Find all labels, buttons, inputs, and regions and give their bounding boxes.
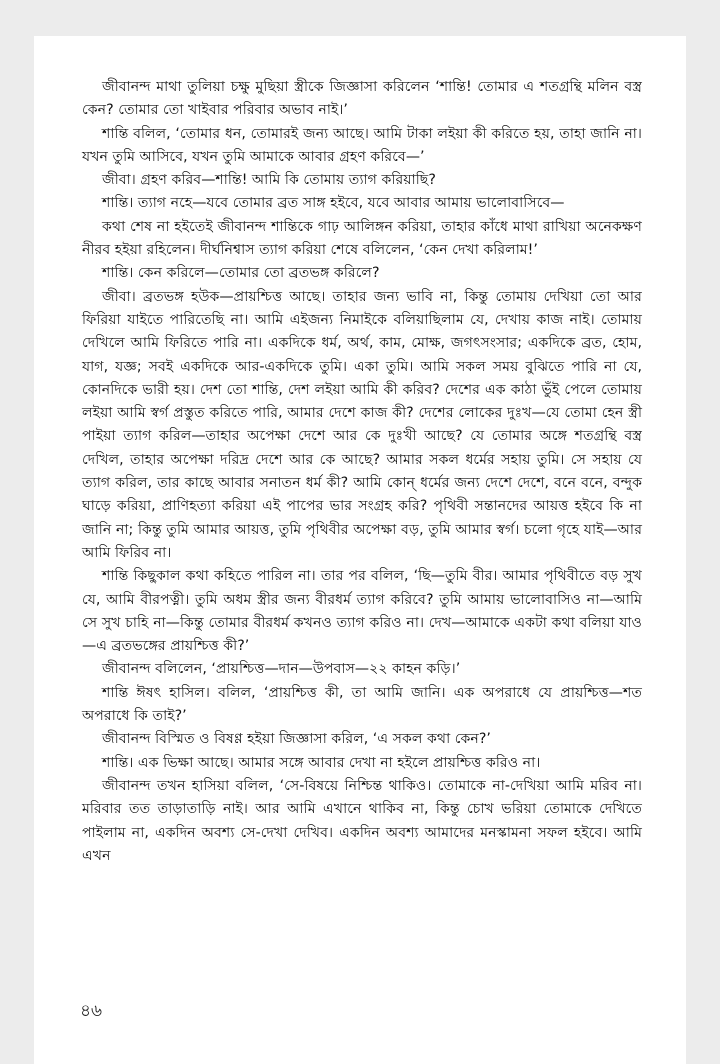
paragraph: জীবা। ব্রতভঙ্গ হউক—প্রায়শ্চিত্ত আছে। তাহার জন্য ভাবি না, কিন্তু তোমায় দেখিয়া তো আর ফিরিয়া যাইতে পারিতেছি না। আমি এইজন্য নিমাইকে বলিয়াছিলাম যে, দেখায় কাজ নাই। তোমায় দেখিলে আমি ফিরিতে পারি না। একদিকে ধর্ম, অর্থ, কাম, মোক্ষ, জগৎসংসার; একদিকে ব্রত, হোম, যাগ, যজ্ঞ; সবই একদিকে আর-একদিকে তুমি। একা তুমি। আমি সকল সময় বুঝিতে পারি না যে, কোনদিকে ভারী হয়। দেশ তো শান্তি, দেশ লইয়া আমি কী করিব? দেশের এক কাঠা ভুঁই পেলে তোমায় লইয়া আমি স্বর্গ প্রস্তুত করিতে পারি, আমার দেশে কাজ কী? দেশের লোকের দুঃখ—যে তোমা হেন স্ত্রী পাইয়া ত্যাগ করিল—তাহার অপেক্ষা দেশে আর কে দুঃখী আছে? যে তোমার অঙ্গে শতগ্রন্থি বস্ত্র দেখিল, তাহার অপেক্ষা দরিদ্র দেশে আর কে আছে? আমার সকল ধর্মের সহায় তুমি। সে সহায় যে ত্যাগ করিল, তার কাছে আবার সনাতন ধর্ম কী? আমি কোন্ ধর্মের জন্য দেশে দেশে, বনে বনে, বন্দুক ঘাড়ে করিয়া, প্রাণিহত্যা করিয়া এই পাপের ভার সংগ্রহ করি? পৃথিবী সন্তানদের আয়ত্ত হইবে কি না জানি না; কিন্তু তুমি আমার আয়ত্ত, তুমি পৃথিবীর অপেক্ষা বড়, তুমি আমার স্বর্গ। চলো গৃহে যাই—আর আমি ফিরিব না। [82, 288, 642, 561]
paragraph: জীবানন্দ বলিলেন, ‘প্রায়শ্চিত্ত—দান—উপবাস—২২ কাহন কড়ি।’ [102, 661, 461, 678]
paragraph: জীবা। গ্রহণ করিব—শান্তি! আমি কি তোমায় ত্যাগ করিয়াছি? [102, 172, 436, 189]
paragraph: শান্তি। ত্যাগ নহে—যবে তোমার ব্রত সাঙ্গ হইবে, যবে আবার আমায় ভালোবাসিবে— [102, 195, 565, 212]
body-text [82, 76, 642, 868]
book-page [34, 36, 686, 1064]
paragraph: শান্তি কিছুকাল কথা কহিতে পারিল না। তার পর বলিল, ‘ছি—তুমি বীর। আমার পৃথিবীতে বড় সুখ যে, আমি বীরপত্নী। তুমি অধম স্ত্রীর জন্য বীরধর্ম ত্যাগ করিবে? তুমি আমায় ভালোবাসিও না—আমি সে সুখ চাহি না—কিন্তু তোমার বীরধর্ম কখনও ত্যাগ করিও না। দেখ—আমাকে একটা কথা বলিয়া যাও—এ ব্রতভঙ্গের প্রায়শ্চিত্ত কী?’ [82, 568, 642, 655]
paragraph: জীবানন্দ মাথা তুলিয়া চক্ষু মুছিয়া স্ত্রীকে জিজ্ঞাসা করিলেন ‘শান্তি! তোমার এ শতগ্রন্থি মলিন বস্ত্র কেন? তোমার তো খাইবার পরিবার অভাব নাই।’ [82, 79, 642, 119]
paragraph: শান্তি। কেন করিলে—তোমার তো ব্রতভঙ্গ করিলে? [102, 265, 380, 282]
paragraph: কথা শেষ না হইতেই জীবানন্দ শান্তিকে গাঢ় আলিঙ্গন করিয়া, তাহার কাঁধে মাথা রাখিয়া অনেকক্ষণ নীরব হইয়া রহিলেন। দীর্ঘনিশ্বাস ত্যাগ করিয়া শেষে বলিলেন, ‘কেন দেখা করিলাম!’ [82, 218, 642, 259]
paragraph: জীবানন্দ তখন হাসিয়া বলিল, ‘সে-বিষয়ে নিশ্চিন্ত থাকিও। তোমাকে না-দেখিয়া আমি মরিব না। মরিবার তত তাড়াতাড়ি নাই। আর আমি এখানে থাকিব না, কিন্তু চোখ ভরিয়া তোমাকে দেখিতে পাইলাম না, একদিন অবশ্য সে-দেখা দেখিব। একদিন অবশ্য আমাদের মনস্কামনা সফল হইবে। আমি এখন [82, 777, 642, 864]
paragraph: জীবানন্দ বিস্মিত ও বিষণ্ণ হইয়া জিজ্ঞাসা করিল, ‘এ সকল কথা কেন?’ [102, 731, 491, 748]
paragraph: শান্তি। এক ভিক্ষা আছে। আমার সঙ্গে আবার দেখা না হইলে প্রায়শ্চিত্ত করিও না। [102, 754, 541, 771]
page-number: ৪৬ [80, 1001, 103, 1021]
paragraph: শান্তি বলিল, ‘তোমার ধন, তোমারই জন্য আছে। আমি টাকা লইয়া কী করিতে হয়, তাহা জানি না। যখন তুমি আসিবে, যখন তুমি আমাকে আবার গ্রহণ করিবে—’ [82, 125, 642, 165]
paragraph: শান্তি ঈষৎ হাসিল। বলিল, ‘প্রায়শ্চিত্ত কী, তা আমি জানি। এক অপরাধে যে প্রায়শ্চিত্ত—শত অপরাধে কি তাই?’ [82, 684, 642, 725]
